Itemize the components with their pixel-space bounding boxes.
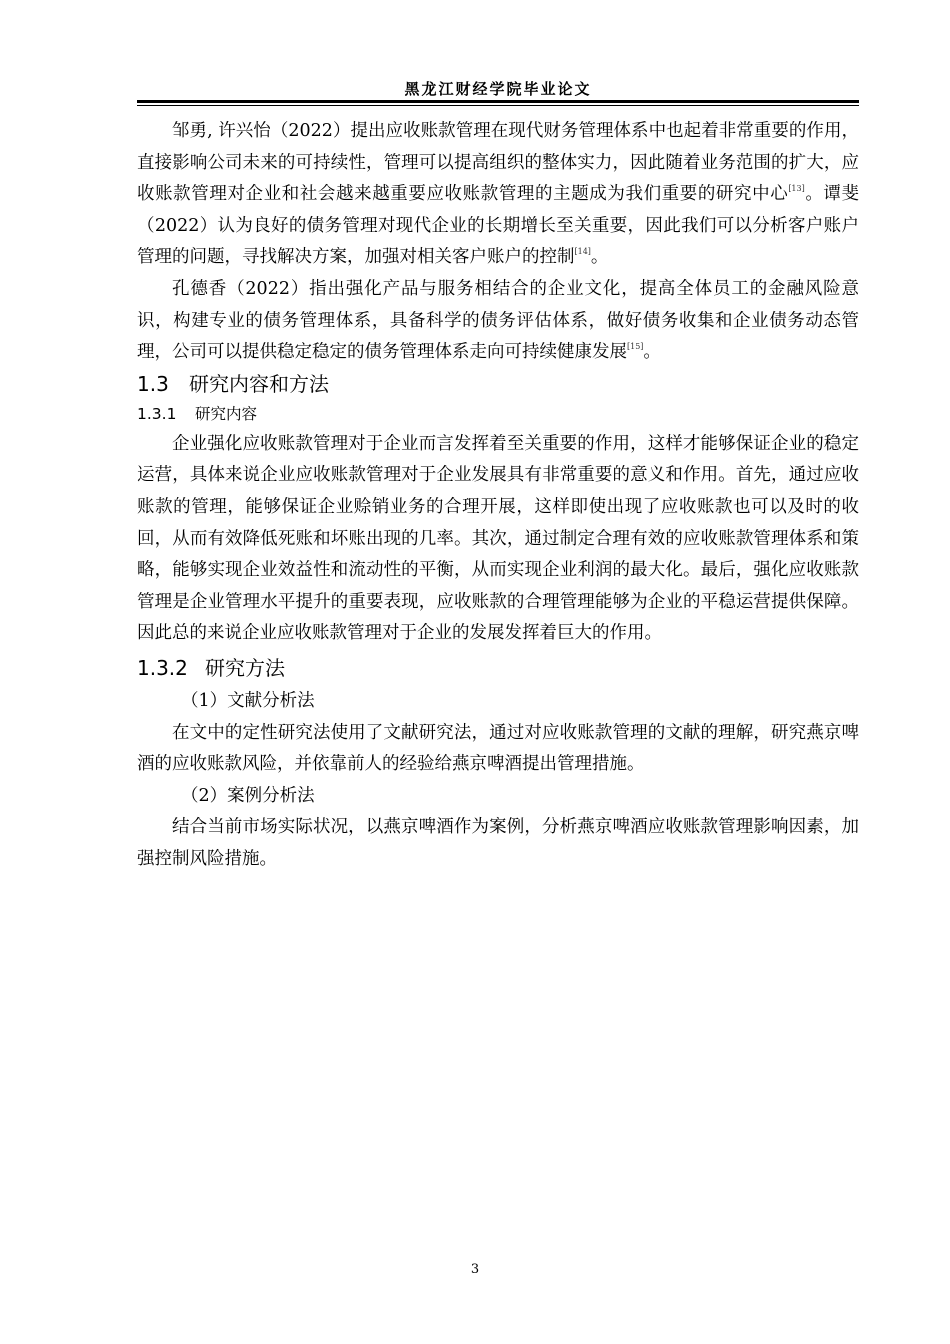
citation-ref: [15] [627,342,644,352]
paragraph-kong [137,274,859,369]
paragraph-text: 。谭斐（2022）认为良好的债务管理对现代企业的长期增长至关重要，因此我们可以分析客户账户管理的问题，寻找解决方案，加强对相关客户账户的控制 [137,184,860,268]
method-label-case: （2）案例分析法 [181,785,315,806]
paragraph-text: 孔德香（2022）指出强化产品与服务相结合的企业文化，提高全体员工的金融风险意识，构建专业的债务管理体系，具备科学的债务评估体系，做好债务收集和企业债务动态管理，公司可以提供稳定稳定的债务管理体系走向可持续健康发展 [137,278,859,363]
paragraph-end: 。 [643,342,661,363]
section-title: 研究内容和方法 [189,371,329,396]
section-heading-1-3-1 [137,399,859,429]
section-heading-1-3 [137,369,859,399]
section-number: 1.3.1 [137,404,177,423]
paragraph-text: 邹勇, 许兴怡（2022）提出应收账款管理在现代财务管理体系中也起着非常重要的作用，直接影响公司未来的可持续性，管理可以提高组织的整体实力，因此随着业务范围的扩大，应收账款管理对企业和社会越来越重要应收账款管理的主题成为我们重要的研究中心 [137,121,859,205]
section-number: 1.3 [137,371,169,396]
citation-ref: [13] [788,184,805,194]
citation-ref: [14] [574,247,591,257]
page-number: 3 [470,1262,480,1277]
section-heading-1-3-2 [137,650,859,686]
page-header-title: 黑龙江财经学院毕业论文 [404,80,592,98]
paragraph-end: 。 [590,247,609,268]
header-rule-thick [137,100,859,103]
paragraph-research-content: 企业强化应收账款管理对于企业而言发挥着至关重要的作用，这样才能够保证企业的稳定运营，具体来说企业应收账款管理对于企业发展具有非常重要的意义和作用。首先，通过应收账款的管理，能够保证企业赊销业务的合理开展，这样即使出现了应收账款也可以及时的收回，从而有效降低死账和坏账出现的几率。其次，通过制定合理有效的应收账款管理体系和策略，能够实现企业效益性和流动性的平衡，从而实现企业利润的最大化。最后，强化应收账款管理是企业管理水平提升的重要表现，应收账款的合理管理能够为企业的平稳运营提供保障。因此总的来说企业应收账款管理对于企业的发展发挥着巨大的作用。 [137,433,859,644]
method-label-literature: （1）文献分析法 [181,690,315,711]
section-title: 研究方法 [205,655,285,680]
paragraph-zou-tan [137,116,859,274]
header-rule-thin [137,105,859,106]
section-number: 1.3.2 [137,655,188,680]
document-body [137,116,859,875]
paragraph-case-method: 结合当前市场实际状况，以燕京啤酒作为案例，分析燕京啤酒应收账款管理影响因素，加强控制风险措施。 [137,817,859,869]
section-title: 研究内容 [195,404,258,423]
paragraph-literature-method: 在文中的定性研究法使用了文献研究法，通过对应收账款管理的文献的理解，研究燕京啤酒的应收账款风险，并依靠前人的经验给燕京啤酒提出管理措施。 [137,722,859,775]
